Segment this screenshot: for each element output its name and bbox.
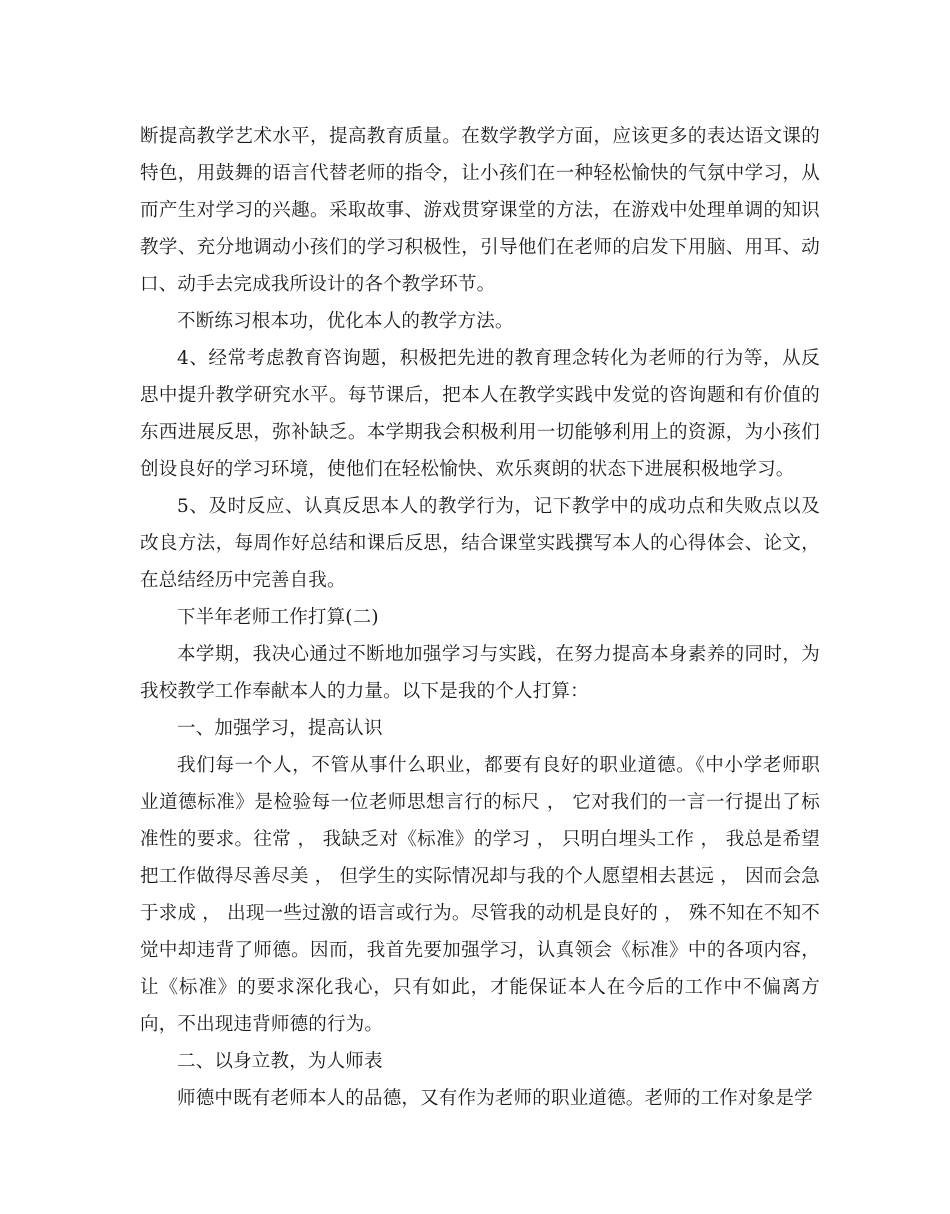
paragraph-professional-ethics: 我们每一个人，不管从事什么职业，都要有良好的职业道德。《中小学老师职业道德标准》是检验每一位老师思想言行的标尺 ， 它对我们的一言一行提出了标准性的要求。往常 ， 我缺乏对《标准》的学习 ， 只明白埋头工作 ， 我总是希望把工作做得尽善尽美 ， 但学生的实际情况却与我的个人愿望相去甚远 ， 因而会急于求成 ， 出现一些过激的语言或行为。尽管我的动机是良好的 ， 殊不知在不知不觉中却违背了师德。因而，我首先要加强学习，认真领会《标准》中的各项内容，让《标准》的要求深化我心，只有如此，才能保证本人在今后的工作中不偏离方向，不出现违背师德的行为。 (140, 755, 820, 1035)
heading-lead-by-example: 二、以身立教，为人师表 (177, 1051, 383, 1072)
heading-strengthen-learning: 一、加强学习，提高认识 (177, 718, 383, 739)
paragraph-intro: 本学期，我决心通过不断地加强学习与实践，在努力提高本身素养的同时，为我校教学工作奉献本人的力量。以下是我的个人打算： (140, 644, 820, 702)
document-body (140, 118, 820, 1117)
paragraph-basic-skills: 不断练习根本功，优化本人的教学方法。 (177, 311, 514, 332)
section-title: 下半年老师工作打算(二) (177, 607, 379, 628)
paragraph-item-5: 5、及时反应、认真反思本人的教学行为，记下教学中的成功点和失败点以及改良方法，每周作好总结和课后反思，结合课堂实践撰写本人的心得体会、论文，在总结经历中完善自我。 (140, 496, 820, 591)
paragraph-item-4: 4、经常考虑教育咨询题，积极把先进的教育理念转化为老师的行为等，从反思中提升教学研究水平。每节课后，把本人在教学实践中发觉的咨询题和有价值的东西进展反思，弥补缺乏。本学期我会积极利用一切能够利用上的资源，为小孩们创设良好的学习环境，使他们在轻松愉快、欢乐爽朗的状态下进展积极地学习。 (140, 348, 820, 480)
paragraph-continuation: 断提高教学艺术水平，提高教育质量。在数学教学方面，应该更多的表达语文课的特色，用鼓舞的语言代替老师的指令，让小孩们在一种轻松愉快的气氛中学习，从而产生对学习的兴趣。采取故事、游戏贯穿课堂的方法，在游戏中处理单调的知识教学、充分地调动小孩们的学习积极性，引导他们在老师的启发下用脑、用耳、动口、动手去完成我所设计的各个教学环节。 (140, 126, 820, 295)
paragraph-teacher-morality: 师德中既有老师本人的品德，又有作为老师的职业道德。老师的工作对象是学 (177, 1088, 813, 1109)
